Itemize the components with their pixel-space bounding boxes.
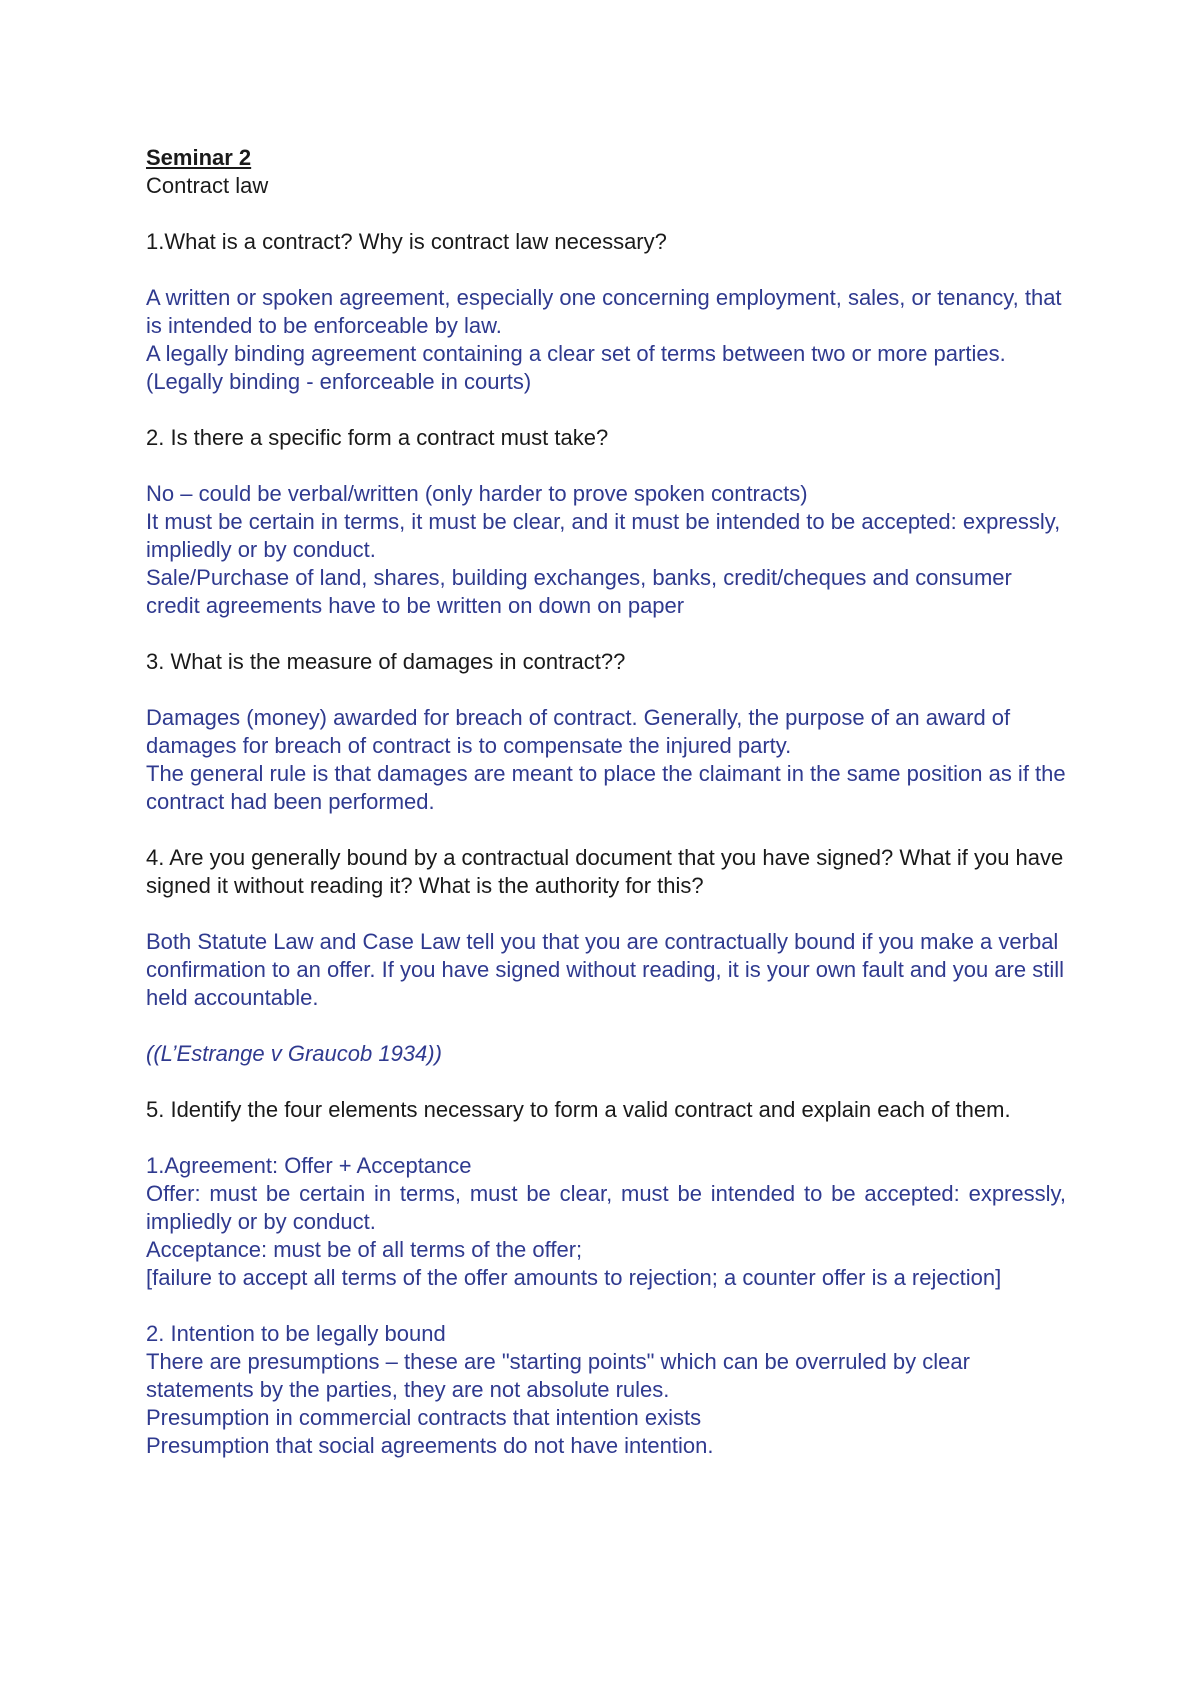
answer-2-paragraph: Sale/Purchase of land, shares, building exchanges, banks, credit/cheques and consumer credit agreements have to be written on down on paper	[146, 565, 1012, 618]
answer-1-paragraph: A legally binding agreement containing a clear set of terms between two or more parties. (Legally binding - enforceable in courts)	[146, 341, 1006, 394]
element-2-line: Presumption in commercial contracts that intention exists	[146, 1405, 702, 1430]
answer-3-paragraph: The general rule is that damages are meant to place the claimant in the same position as if the contract had been performed.	[146, 761, 1066, 814]
document-title: Seminar 2	[146, 145, 252, 170]
question-1: 1.What is a contract? Why is contract law necessary?	[146, 229, 667, 254]
document-page	[146, 144, 1066, 1460]
question-5: 5. Identify the four elements necessary to form a valid contract and explain each of them.	[146, 1097, 1011, 1122]
answer-3-paragraph: Damages (money) awarded for breach of contract. Generally, the purpose of an award of damages for breach of contract is to compensate the injured party.	[146, 705, 1011, 758]
element-1-acceptance: Acceptance: must be of all terms of the offer;	[146, 1237, 583, 1262]
element-2-line: There are presumptions – these are "starting points" which can be overruled by clear statements by the parties, they are not absolute rules.	[146, 1349, 970, 1402]
element-2-line: Presumption that social agreements do not have intention.	[146, 1433, 714, 1458]
element-1-heading: 1.Agreement: Offer + Acceptance	[146, 1153, 472, 1178]
element-1-offer: Offer: must be certain in terms, must be clear, must be intended to be accepted: expressly, impliedly or by conduct.	[146, 1181, 1066, 1234]
element-1-note: [failure to accept all terms of the offer amounts to rejection; a counter offer is a rejection]	[146, 1265, 1002, 1290]
document-subtitle: Contract law	[146, 173, 269, 198]
answer-4-paragraph: Both Statute Law and Case Law tell you that you are contractually bound if you make a verbal confirmation to an offer. If you have signed without reading, it is your own fault and you are still held accountable.	[146, 929, 1065, 1010]
question-2: 2. Is there a specific form a contract must take?	[146, 425, 609, 450]
element-2-heading: 2. Intention to be legally bound	[146, 1321, 446, 1346]
question-3: 3. What is the measure of damages in contract??	[146, 649, 626, 674]
answer-1-paragraph: A written or spoken agreement, especially one concerning employment, sales, or tenancy, that is intended to be enforceable by law.	[146, 285, 1062, 338]
answer-2-paragraph: It must be certain in terms, it must be clear, and it must be intended to be accepted: expressly, impliedly or by conduct.	[146, 509, 1061, 562]
answer-2-paragraph: No – could be verbal/written (only harder to prove spoken contracts)	[146, 481, 808, 506]
question-4: 4. Are you generally bound by a contractual document that you have signed? What if you have signed it without reading it? What is the authority for this?	[146, 845, 1064, 898]
case-citation: ((L’Estrange v Graucob 1934))	[146, 1041, 442, 1066]
